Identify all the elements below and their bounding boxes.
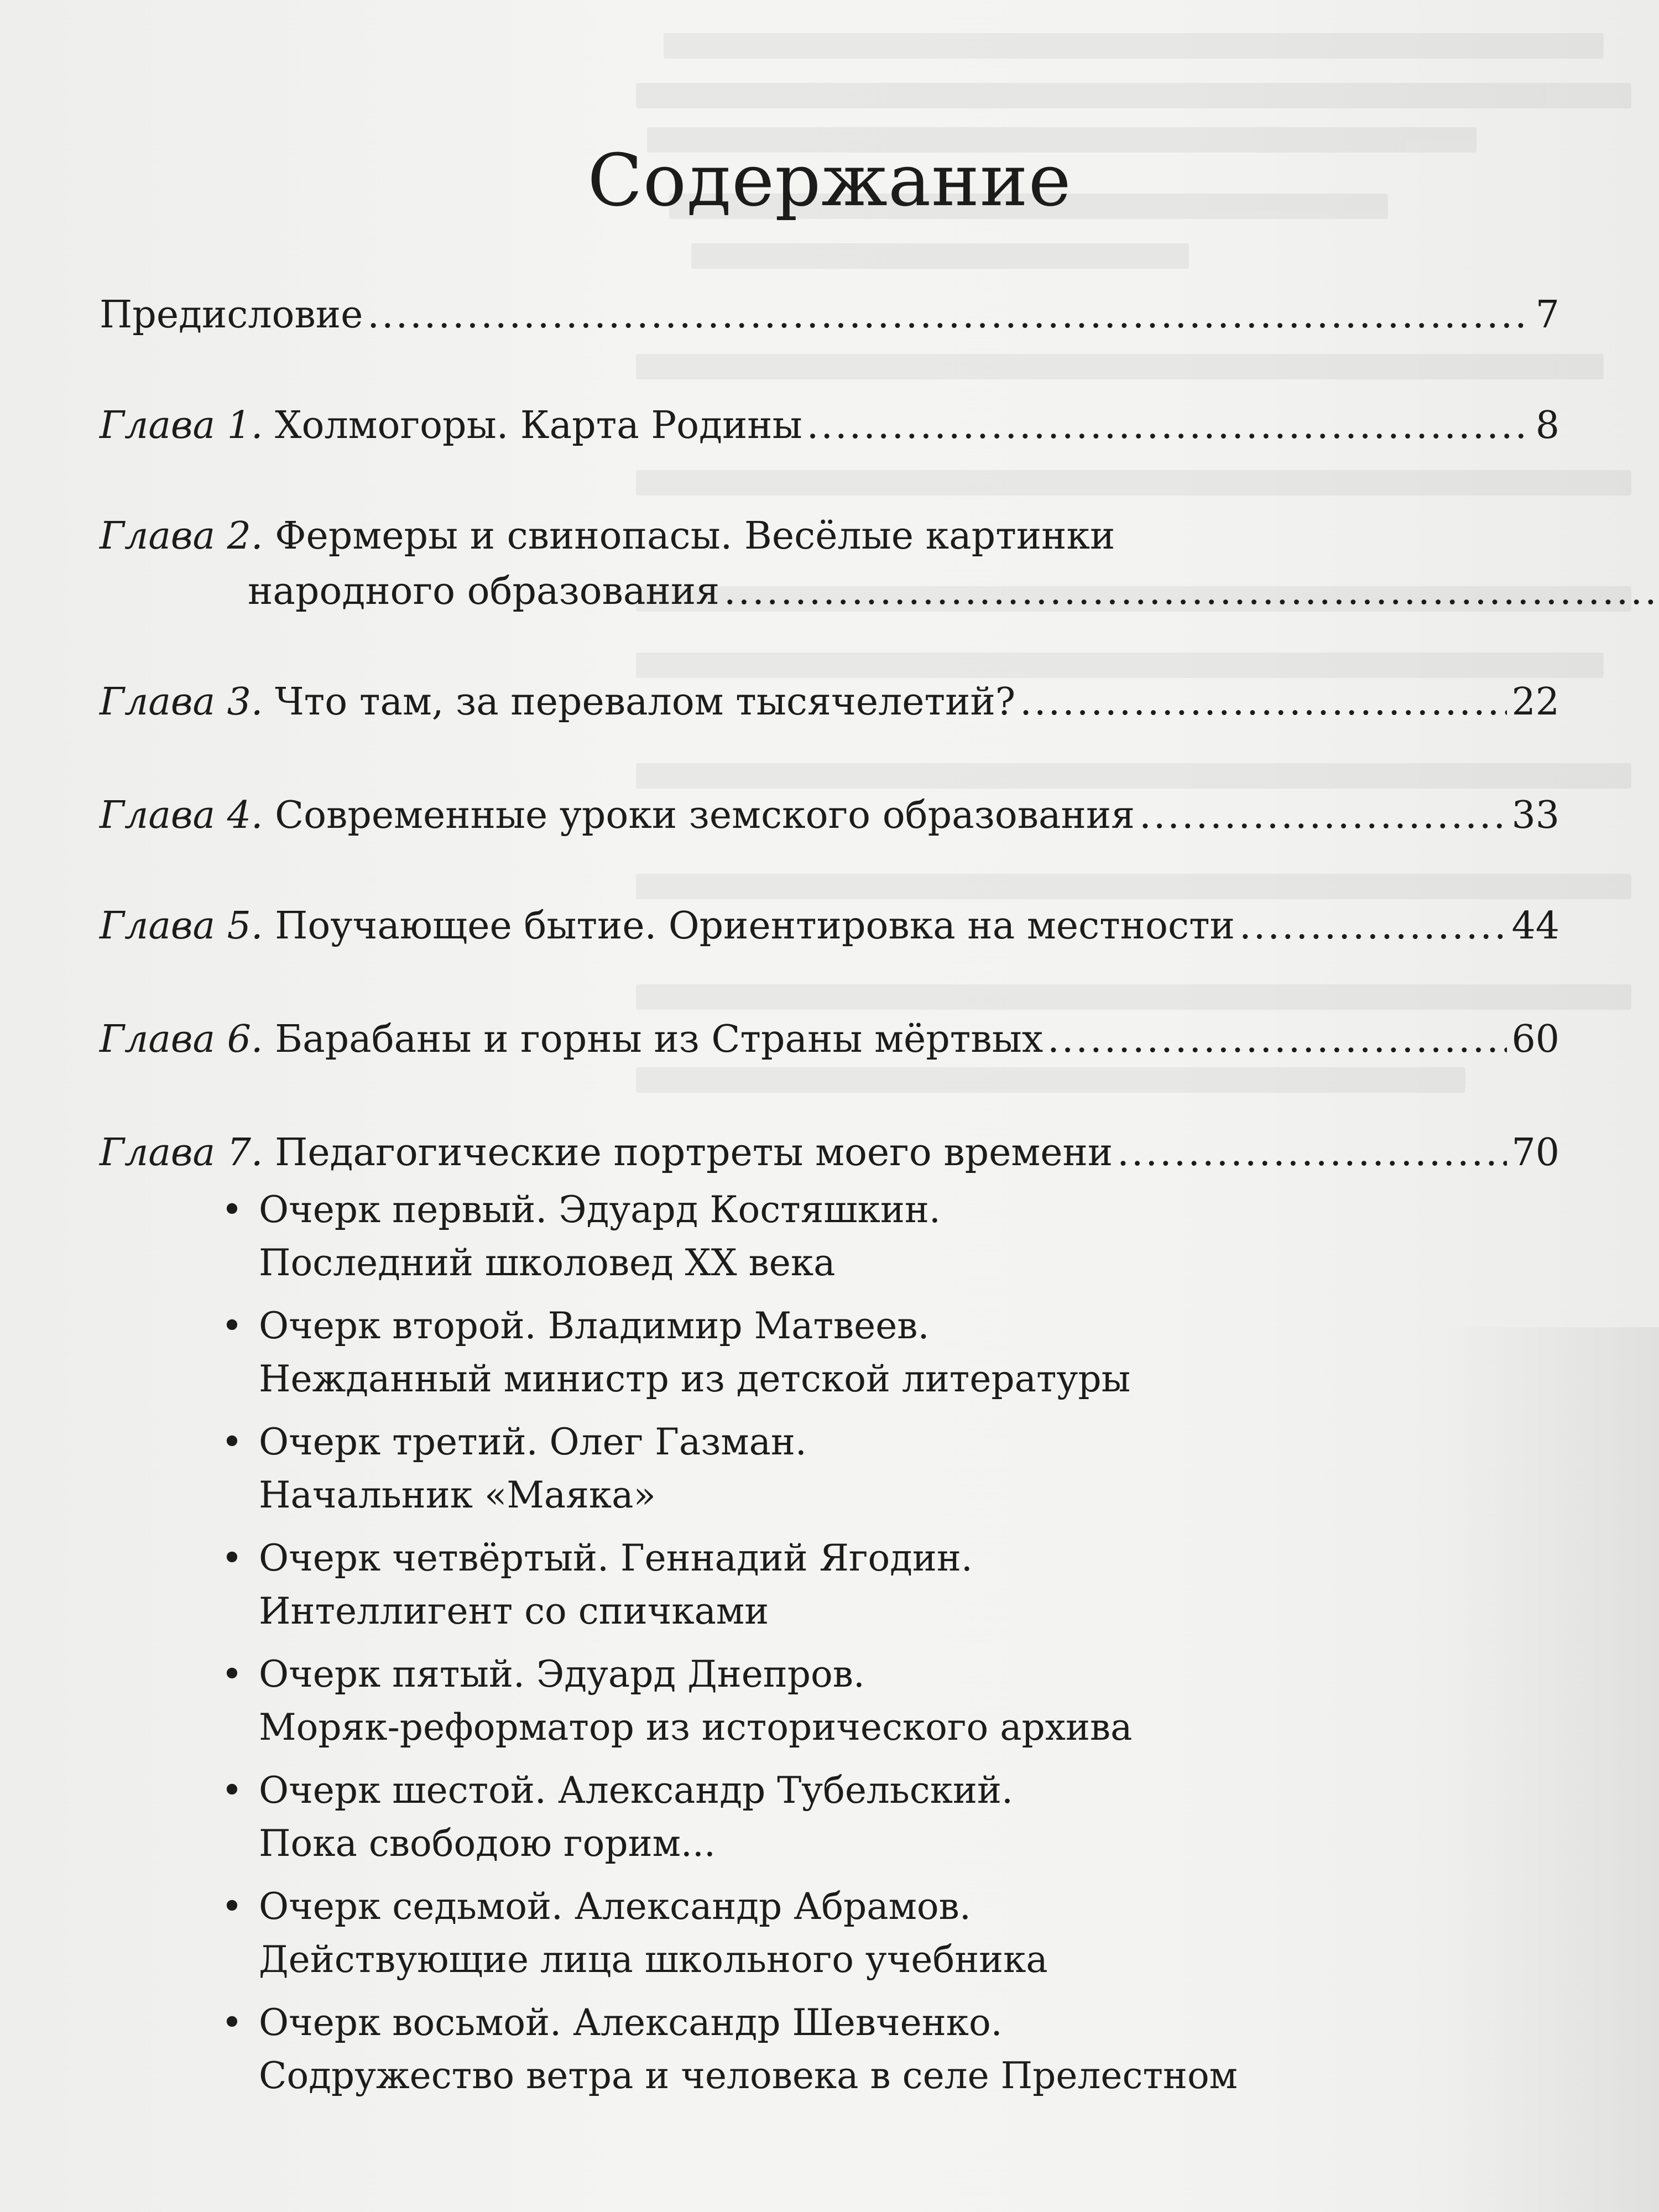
dot-leader xyxy=(1117,1125,1507,1181)
dot-leader xyxy=(367,288,1531,343)
essay-heading: Очерк восьмой. Александр Шевченко. xyxy=(259,2001,1003,2044)
essay-subtitle: Действующие лица школьного учебника xyxy=(259,1938,1048,1981)
toc-entry-chapter-2[interactable] xyxy=(100,509,1559,619)
toc-entry-chapter-4[interactable] xyxy=(100,788,1559,843)
toc-entry-chapter-5[interactable] xyxy=(100,899,1559,954)
chapter-title-continued: народного образования xyxy=(248,570,719,613)
page-number: 44 xyxy=(1511,904,1559,948)
bullet-icon: • xyxy=(221,1421,243,1463)
chapter-title: Фермеры и свинопасы. Весёлые картинки xyxy=(275,514,1115,558)
essay-heading: Очерк пятый. Эдуард Днепров. xyxy=(259,1653,865,1695)
essay-subtitle: Интеллигент со спичками xyxy=(259,1590,769,1632)
page-number: 22 xyxy=(1511,680,1559,724)
essay-subtitle: Пока свободою горим... xyxy=(259,1822,716,1865)
essay-subtitle: Начальник «Маяка» xyxy=(259,1474,656,1516)
dot-leader xyxy=(1239,899,1507,954)
bullet-icon: • xyxy=(221,1885,243,1928)
essay-item-2[interactable] xyxy=(221,1300,1493,1406)
bullet-icon: • xyxy=(221,1537,243,1579)
chapter-prefix: Глава 3. xyxy=(100,680,263,724)
bullet-icon: • xyxy=(221,1769,243,1812)
chapter-prefix: Глава 2. xyxy=(100,514,263,558)
chapter-title: Барабаны и горны из Страны мёртвых xyxy=(275,1018,1044,1061)
chapter-title: Холмогоры. Карта Родины xyxy=(275,404,802,447)
page-number: 70 xyxy=(1511,1131,1559,1175)
page-number: 60 xyxy=(1511,1018,1559,1061)
dot-leader xyxy=(1139,788,1507,843)
essay-heading: Очерк первый. Эдуард Костяшкин. xyxy=(259,1188,941,1231)
dot-leader xyxy=(1020,675,1507,730)
chapter-title: Поучающее бытие. Ориентировка на местности xyxy=(275,904,1235,948)
toc-entry-chapter-6[interactable] xyxy=(100,1012,1559,1067)
essay-heading: Очерк четвёртый. Геннадий Ягодин. xyxy=(259,1537,973,1579)
essay-heading: Очерк второй. Владимир Матвеев. xyxy=(259,1305,930,1347)
bullet-icon: • xyxy=(221,2001,243,2044)
essay-item-8[interactable] xyxy=(221,1996,1493,2103)
essay-heading: Очерк седьмой. Александр Абрамов. xyxy=(259,1885,971,1928)
bullet-icon: • xyxy=(221,1188,243,1231)
chapter-prefix: Глава 7. xyxy=(100,1131,263,1175)
chapter-title: Предисловие xyxy=(100,293,363,337)
bullet-icon: • xyxy=(221,1653,243,1695)
essay-item-5[interactable] xyxy=(221,1648,1493,1754)
toc-entry-preface[interactable] xyxy=(100,288,1559,343)
essay-heading: Очерк шестой. Александр Тубельский. xyxy=(259,1769,1013,1812)
page-number: 33 xyxy=(1511,794,1559,837)
dot-leader xyxy=(724,564,1655,619)
toc-entry-chapter-3[interactable] xyxy=(100,675,1559,730)
essay-subtitle: Нежданный министр из детской литературы xyxy=(259,1358,1131,1400)
chapter-prefix: Глава 1. xyxy=(100,404,263,447)
essay-subtitle: Последний школовед XX века xyxy=(259,1241,836,1284)
essay-item-4[interactable] xyxy=(221,1532,1493,1638)
page-number: 8 xyxy=(1535,404,1559,447)
essay-heading: Очерк третий. Олег Газман. xyxy=(259,1421,807,1463)
chapter-title: Что там, за перевалом тысячелетий? xyxy=(275,680,1016,724)
essay-item-3[interactable] xyxy=(221,1416,1493,1522)
essay-item-7[interactable] xyxy=(221,1880,1493,1986)
chapter-title: Современные уроки земского образования xyxy=(275,794,1135,837)
chapter-title: Педагогические портреты моего времени xyxy=(275,1131,1113,1175)
essay-item-6[interactable] xyxy=(221,1764,1493,1870)
essay-subtitle: Моряк-реформатор из исторического архива xyxy=(259,1706,1133,1749)
chapter-prefix: Глава 4. xyxy=(100,794,263,837)
essay-item-1[interactable] xyxy=(221,1183,1493,1290)
dot-leader xyxy=(807,398,1531,453)
dot-leader xyxy=(1047,1012,1507,1067)
essay-subtitle: Содружество ветра и человека в селе Прелестном xyxy=(259,2054,1238,2097)
chapter-prefix: Глава 6. xyxy=(100,1018,263,1061)
chapter-prefix: Глава 5. xyxy=(100,904,263,948)
page-number: 7 xyxy=(1535,293,1559,337)
bullet-icon: • xyxy=(221,1305,243,1347)
page-title: Содержание xyxy=(587,138,1072,222)
toc-entry-chapter-1[interactable] xyxy=(100,398,1559,453)
toc-entry-chapter-7[interactable] xyxy=(100,1125,1559,1181)
